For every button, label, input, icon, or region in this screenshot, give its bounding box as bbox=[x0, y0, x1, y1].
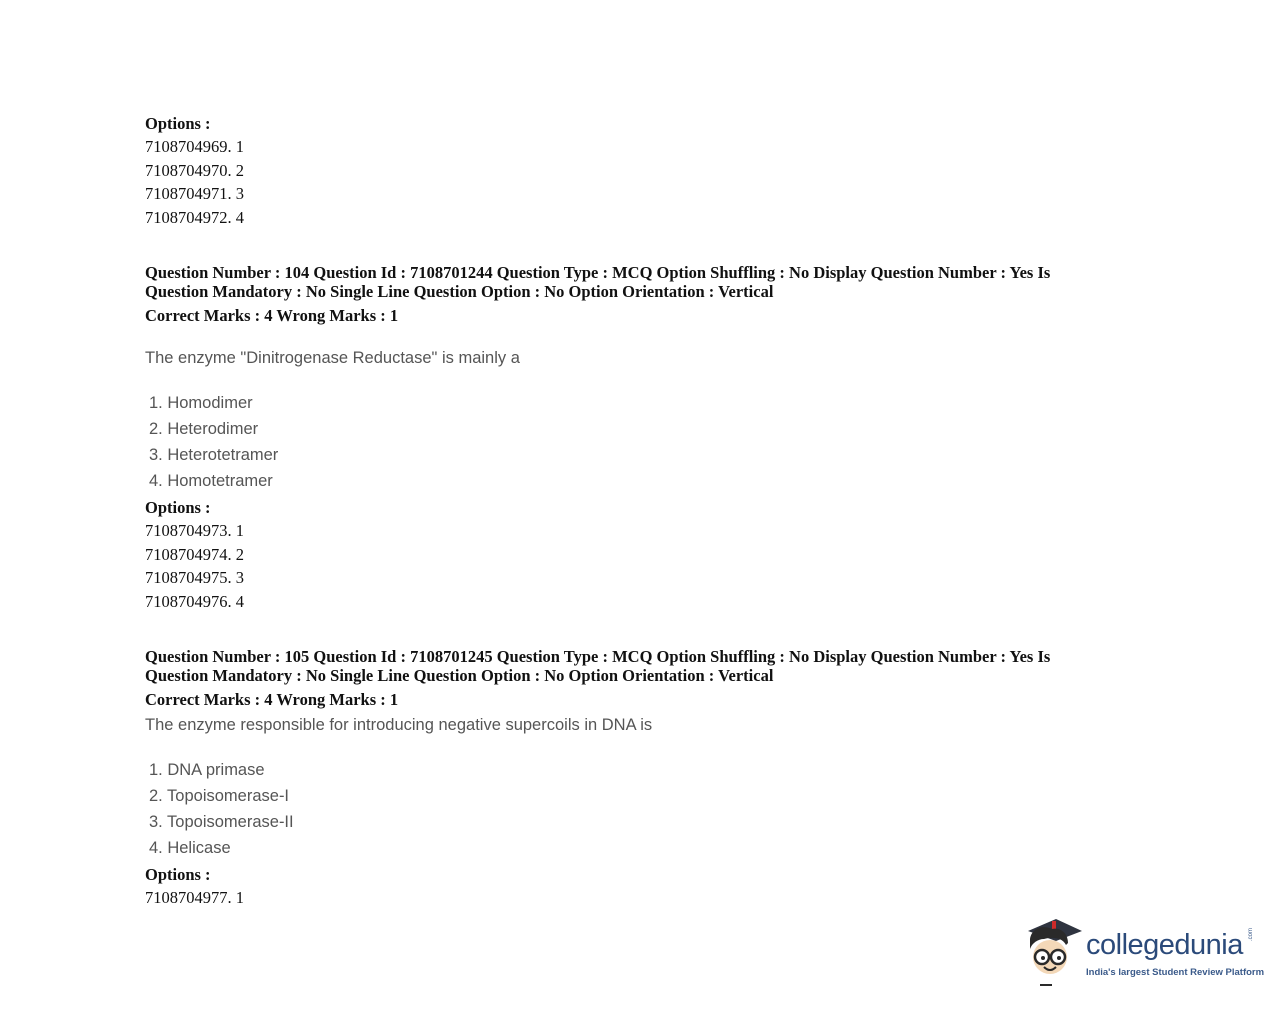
answer-choice: 3. Heterotetramer bbox=[149, 446, 279, 464]
logo-brand-text: collegedunia bbox=[1086, 929, 1243, 961]
options-label: Options : bbox=[145, 865, 211, 884]
logo-tagline: India's largest Student Review Platform bbox=[1086, 967, 1265, 978]
answer-choice: 3. Topoisomerase-II bbox=[149, 813, 294, 831]
answer-choice: 1. DNA primase bbox=[149, 761, 265, 779]
question-meta-line2: Question Mandatory : No Single Line Question Option : No Option Orientation : Vertical bbox=[145, 282, 774, 301]
option-code: 7108704971. 3 bbox=[145, 184, 244, 204]
options-label: Options : bbox=[145, 498, 211, 517]
answer-choice: 2. Heterodimer bbox=[149, 420, 259, 438]
option-codes-list bbox=[145, 519, 244, 614]
answer-choice: 1. Homodimer bbox=[149, 394, 253, 412]
logo-domain-suffix: .com bbox=[1248, 927, 1254, 941]
mascot-icon bbox=[1022, 915, 1084, 990]
option-code: 7108704969. 1 bbox=[145, 137, 244, 156]
question-text: The enzyme responsible for introducing negative supercoils in DNA is bbox=[145, 716, 653, 734]
option-code: 7108704972. 4 bbox=[145, 208, 244, 228]
option-codes-list bbox=[145, 135, 244, 230]
option-code: 7108704970. 2 bbox=[145, 160, 244, 180]
options-label: Options : bbox=[145, 114, 211, 133]
question-meta-line2: Question Mandatory : No Single Line Question Option : No Option Orientation : Vertical bbox=[145, 666, 774, 685]
option-code: 7108704974. 2 bbox=[145, 544, 244, 564]
option-codes-list bbox=[145, 886, 244, 910]
answer-choice: 4. Homotetramer bbox=[149, 472, 273, 490]
question-text: The enzyme "Dinitrogenase Reductase" is mainly a bbox=[145, 349, 520, 367]
answer-choices bbox=[149, 757, 294, 861]
answer-choices bbox=[149, 390, 278, 494]
question-marks: Correct Marks : 4 Wrong Marks : 1 bbox=[145, 690, 399, 709]
question-meta-line1: Question Number : 105 Question Id : 7108701245 Question Type : MCQ Option Shuffling : No Display Question Number : Yes Is bbox=[145, 647, 1051, 666]
option-code: 7108704975. 3 bbox=[145, 568, 244, 588]
option-code: 7108704973. 1 bbox=[145, 521, 244, 540]
option-code: 7108704977. 1 bbox=[145, 888, 244, 907]
answer-choice: 4. Helicase bbox=[149, 839, 231, 857]
question-marks: Correct Marks : 4 Wrong Marks : 1 bbox=[145, 306, 399, 325]
collegedunia-logo bbox=[1022, 915, 1265, 990]
answer-choice: 2. Topoisomerase-I bbox=[149, 787, 290, 805]
option-code: 7108704976. 4 bbox=[145, 592, 244, 612]
question-meta-line1: Question Number : 104 Question Id : 7108701244 Question Type : MCQ Option Shuffling : No Display Question Number : Yes Is bbox=[145, 263, 1051, 282]
